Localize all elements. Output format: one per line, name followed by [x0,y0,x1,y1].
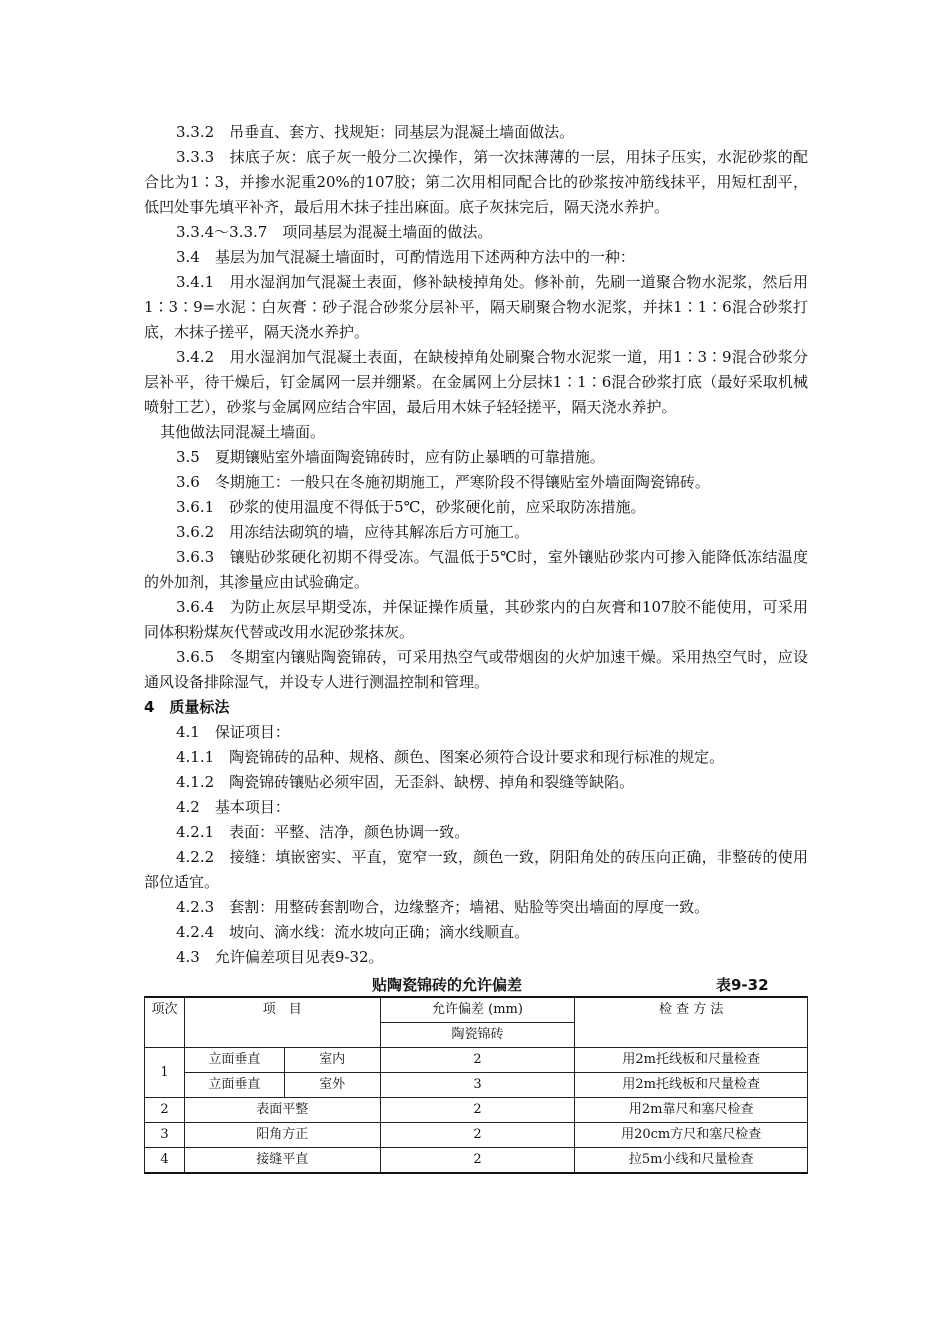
cell-value: 2 [380,1048,575,1073]
header-method: 检 查 方 法 [575,997,808,1048]
paragraph: 3.6.5 冬期室内镶贴陶瓷锦砖，可采用热空气或带烟囱的火炉加速干燥。采用热空气时，应设通风设备排除湿气，并设专人进行测温控制和管理。 [144,648,808,691]
table-row [145,1123,808,1148]
table-number: 表9-32 [716,976,769,994]
cell-value: 2 [380,1123,575,1148]
cell-method: 用2m托线板和尺量检查 [575,1073,808,1098]
paragraph: 4.1.2 陶瓷锦砖镶贴必须牢固，无歪斜、缺楞、掉角和裂缝等缺陷。 [176,773,635,791]
paragraph: 3.6.2 用冻结法砌筑的墙，应待其解冻后方可施工。 [176,523,530,541]
table-row [145,1048,808,1073]
table-row [145,1148,808,1174]
cell-item: 立面垂直 [184,1073,284,1098]
cell-value: 2 [380,1098,575,1123]
header-tolerance: 允许偏差 (mm) [380,997,575,1023]
table-header-row [145,997,808,1023]
paragraph: 4.1.1 陶瓷锦砖的品种、规格、颜色、图案必须符合设计要求和现行标准的规定。 [176,748,725,766]
table-caption [144,972,808,996]
paragraph: 3.3.3 抹底子灰：底子灰一般分二次操作，第一次抹薄薄的一层，用抹子压实，水泥砂浆的配合比为1∶3，并掺水泥重20%的107胶；第二次用相同配合比的砂浆按冲筋线抹平，用短杠刮平，低凹处事先填平补齐，最后用木抹子挂出麻面。底子灰抹完后，隔天浇水养护。 [144,148,808,216]
cell-sub: 室外 [284,1073,380,1098]
paragraph: 3.4.2 用水湿润加气混凝土表面，在缺棱掉角处刷聚合物水泥浆一道，用1∶3∶9混合砂浆分层补平，待干燥后，钉金属网一层并绷紧。在金属网上分层抹1∶1∶6混合砂浆打底（最好采取机械喷射工艺），砂浆与金属网应结合牢固，最后用木妹子轻轻搓平，隔天浇水养护。 [144,348,808,416]
paragraph: 3.5 夏期镶贴室外墙面陶瓷锦砖时，应有防止暴晒的可靠措施。 [176,448,605,466]
header-item: 项 目 [184,997,380,1048]
cell-item: 阳角方正 [184,1123,380,1148]
table-row [145,1073,808,1098]
cell-method: 用20cm方尺和塞尺检查 [575,1123,808,1148]
cell-value: 3 [380,1073,575,1098]
document-page [144,120,808,1174]
cell-value: 2 [380,1148,575,1174]
paragraph: 4.2.2 接缝：填嵌密实、平直，宽窄一致，颜色一致，阴阳角处的砖压向正确，非整砖的使用部位适宜。 [144,848,808,891]
cell-no: 2 [145,1098,185,1123]
paragraph: 3.4.1 用水湿润加气混凝土表面，修补缺棱掉角处。修补前，先刷一道聚合物水泥浆，然后用1∶3∶9=水泥∶白灰膏∶砂子混合砂浆分层补平，隔天刷聚合物水泥浆，并抹1∶1∶6混合砂浆打底，木抹子搓平，隔天浇水养护。 [144,273,808,341]
paragraph: 3.6 冬期施工：一般只在冬施初期施工，严寒阶段不得镶贴室外墙面陶瓷锦砖。 [176,473,710,491]
section-heading: 4 质量标法 [144,698,230,716]
cell-method: 用2m托线板和尺量检查 [575,1048,808,1073]
header-tolerance-sub: 陶瓷锦砖 [380,1023,575,1048]
paragraph: 4.2.1 表面：平整、洁净，颜色协调一致。 [176,823,470,841]
table-row [145,1098,808,1123]
table-title: 贴陶瓷锦砖的允许偏差 [372,976,523,994]
cell-item: 接缝平直 [184,1148,380,1174]
cell-item: 立面垂直 [184,1048,284,1073]
cell-no: 4 [145,1148,185,1174]
paragraph: 3.4 基层为加气混凝土墙面时，可酌情选用下述两种方法中的一种： [176,248,635,266]
cell-no: 1 [145,1048,185,1098]
paragraph: 3.3.2 吊垂直、套方、找规矩：同基层为混凝土墙面做法。 [176,123,575,141]
paragraph: 3.6.3 镶贴砂浆硬化初期不得受冻。气温低于5℃时，室外镶贴砂浆内可掺入能降低冻结温度的外加剂，其渗量应由试验确定。 [144,548,808,591]
cell-method: 用2m靠尺和塞尺检查 [575,1098,808,1123]
header-no: 项次 [145,997,185,1048]
paragraph: 3.6.4 为防止灰层早期受冻，并保证操作质量，其砂浆内的白灰膏和107胶不能使用，可采用同体积粉煤灰代替或改用水泥砂浆抹灰。 [144,598,808,641]
paragraph: 其他做法同混凝土墙面。 [160,423,326,441]
paragraph: 4.2.4 坡向、滴水线：流水坡向正确；滴水线顺直。 [176,923,530,941]
paragraph: 4.3 允许偏差项目见表9-32。 [176,948,384,966]
paragraph: 4.1 保证项目： [176,723,290,741]
tolerance-table [144,996,808,1174]
body-text [144,120,808,970]
cell-item: 表面平整 [184,1098,380,1123]
cell-no: 3 [145,1123,185,1148]
cell-method: 拉5m小线和尺量检查 [575,1148,808,1174]
paragraph: 4.2.3 套割：用整砖套割吻合，边缘整齐；墙裙、贴脸等突出墙面的厚度一致。 [176,898,710,916]
paragraph: 3.3.4～3.3.7 项同基层为混凝土墙面的做法。 [176,223,493,241]
paragraph: 4.2 基本项目： [176,798,290,816]
paragraph: 3.6.1 砂浆的使用温度不得低于5℃，砂浆硬化前，应采取防冻措施。 [176,498,646,516]
cell-sub: 室内 [284,1048,380,1073]
